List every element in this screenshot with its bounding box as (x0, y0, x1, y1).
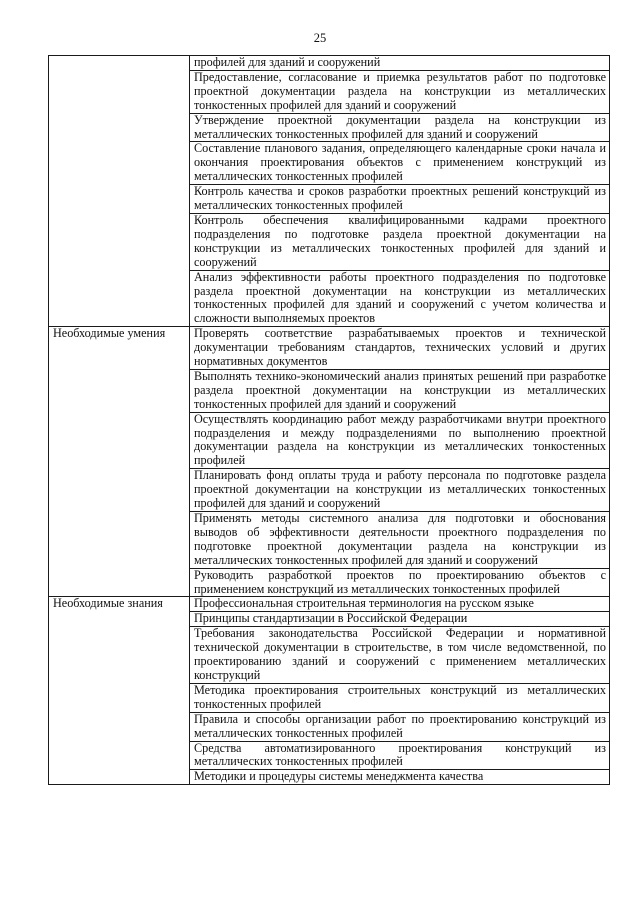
requirement-item: Анализ эффективности работы проектного подразделения по подготовке раздела проектной документации на конструкции из металлических тонкостенных профилей для зданий и сооружений с учетом количества и сложности выполняемых проектов (190, 270, 610, 327)
requirement-item: Проверять соответствие разрабатываемых проектов и технической документации требованиям стандартов, технических условий и других нормативных документов (190, 327, 610, 370)
section-label: Необходимые умения (49, 327, 190, 597)
requirement-item: Утверждение проектной документации раздела на конструкции из металлических тонкостенных профилей для зданий и сооружений (190, 113, 610, 142)
requirement-item: Правила и способы организации работ по проектированию конструкций из металлических тонкостенных профилей (190, 712, 610, 741)
page-number: 25 (313, 31, 327, 45)
requirement-item: Контроль обеспечения квалифицированными кадрами проектного подразделения по подготовке раздела проектной документации на конструкции из металлических тонкостенных профилей для зданий и сооружений (190, 213, 610, 270)
requirement-item: Контроль качества и сроков разработки проектных решений конструкций из металлических тонкостенных профилей (190, 185, 610, 214)
requirements-table (48, 55, 610, 785)
requirement-item: Требования законодательства Российской Федерации и нормативной технической документации в строительстве, в том числе ведомственной, по проектированию зданий и сооружений с применением металлических конструкций (190, 627, 610, 684)
section-label: Необходимые знания (49, 597, 190, 785)
requirement-item: Осуществлять координацию работ между разработчиками внутри проектного подразделения и между подразделениями по выполнению проектной документации раздела на конструкции из металлических тонкостенных профилей (190, 412, 610, 469)
requirement-item: Принципы стандартизации в Российской Федерации (190, 612, 610, 627)
table-row (49, 327, 610, 370)
requirement-item: профилей для зданий и сооружений (190, 56, 610, 71)
requirement-item: Профессиональная строительная терминология на русском языке (190, 597, 610, 612)
requirement-item: Составление планового задания, определяющего календарные сроки начала и окончания проектирования объектов с применением конструкций из металлических тонкостенных профилей (190, 142, 610, 185)
requirement-item: Методика проектирования строительных конструкций из металлических тонкостенных профилей (190, 683, 610, 712)
requirement-item: Средства автоматизированного проектирования конструкций из металлических тонкостенных профилей (190, 741, 610, 770)
requirements-table-body (49, 56, 610, 785)
requirement-item: Методики и процедуры системы менеджмента качества (190, 770, 610, 785)
table-row (49, 597, 610, 612)
requirement-item: Применять методы системного анализа для подготовки и обоснования выводов об эффективности деятельности проектного подразделения по подготовке проектной документации раздела на конструкции из металлических тонкостенных профилей для зданий и сооружений (190, 512, 610, 569)
requirement-item: Выполнять технико-экономический анализ принятых решений при разработке раздела проектной документации на конструкции из металлических тонкостенных профилей для зданий и сооружений (190, 369, 610, 412)
requirement-item: Предоставление, согласование и приемка результатов работ по подготовке проектной документации раздела на конструкции из металлических тонкостенных профилей для зданий и сооружений (190, 70, 610, 113)
requirement-item: Планировать фонд оплаты труда и работу персонала по подготовке раздела проектной документации на конструкции из металлических тонкостенных профилей для зданий и сооружений (190, 469, 610, 512)
table-row (49, 56, 610, 71)
section-label (49, 56, 190, 327)
requirement-item: Руководить разработкой проектов по проектированию объектов с применением конструкций из металлических тонкостенных профилей (190, 568, 610, 597)
